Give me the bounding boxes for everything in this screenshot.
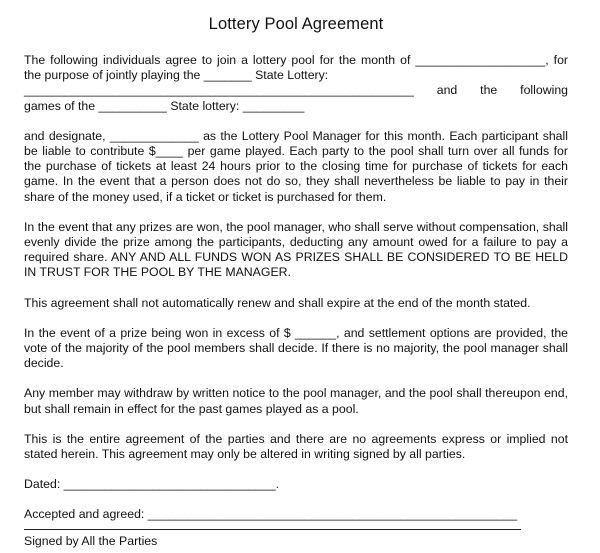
paragraph-manager: and designate, _____________ as the Lottery Pool Manager for this month. Each participant shall be liable to contribute $____ per game played. Each party to the pool shall turn over all funds for the purchase of tickets at least 24 hours prior to the closing time for purchase of tickets for each game. In the event that a person does not do so, they shall nevertheless be liable to pay in their share of the money used, if a ticket or ticket is purchased for them. [24, 128, 568, 204]
paragraph-settlement: In the event of a prize being won in excess of $ ______, and settlement options are provided, the vote of the majority of the pool members shall decide. If there is no majority, the pool manager shall decide. [24, 325, 568, 371]
accepted-line: Accepted and agreed: ______________________________________________________ [24, 507, 518, 522]
paragraph-withdraw: Any member may withdraw by written notice to the pool manager, and the pool shall thereupon end, but shall remain in effect for the past games played as a pool. [24, 386, 568, 416]
paragraph-entire-agreement: This is the entire agreement of the parties and there are no agreements express or implied not stated herein. This agreement may only be altered in writing signed by all parties. [24, 431, 568, 462]
intro-line-4: games of the __________ State lottery: _________ [24, 98, 305, 113]
intro-line-1: The following individuals agree to join a lottery pool for the month of ___________________, for [24, 53, 568, 67]
intro-line-2: the purpose of jointly playing the _______ State Lottery: [24, 68, 329, 83]
document-page [24, 14, 568, 549]
signed-label: Signed by All the Parties [24, 533, 158, 548]
paragraph-expiry: This agreement shall not automatically renew and shall expire at the end of the month stated. [24, 295, 531, 310]
paragraph-intro [24, 53, 568, 114]
dated-line: Dated: _______________________________. [24, 477, 280, 492]
intro-line-3: _________________________________________________________ and the following [24, 83, 568, 98]
paragraph-prizes: In the event that any prizes are won, the pool manager, who shall serve without compensation, shall evenly divide the prize among the participants, deducting any amount owed for a failure to pay a required share. ANY AND ALL FUNDS WON AS PRIZES SHALL BE CONSIDERED TO BE HELD IN TRUST FOR THE POOL BY THE MANAGER. [24, 219, 568, 280]
document-title: Lottery Pool Agreement [208, 15, 384, 33]
signature-rule [24, 529, 521, 530]
